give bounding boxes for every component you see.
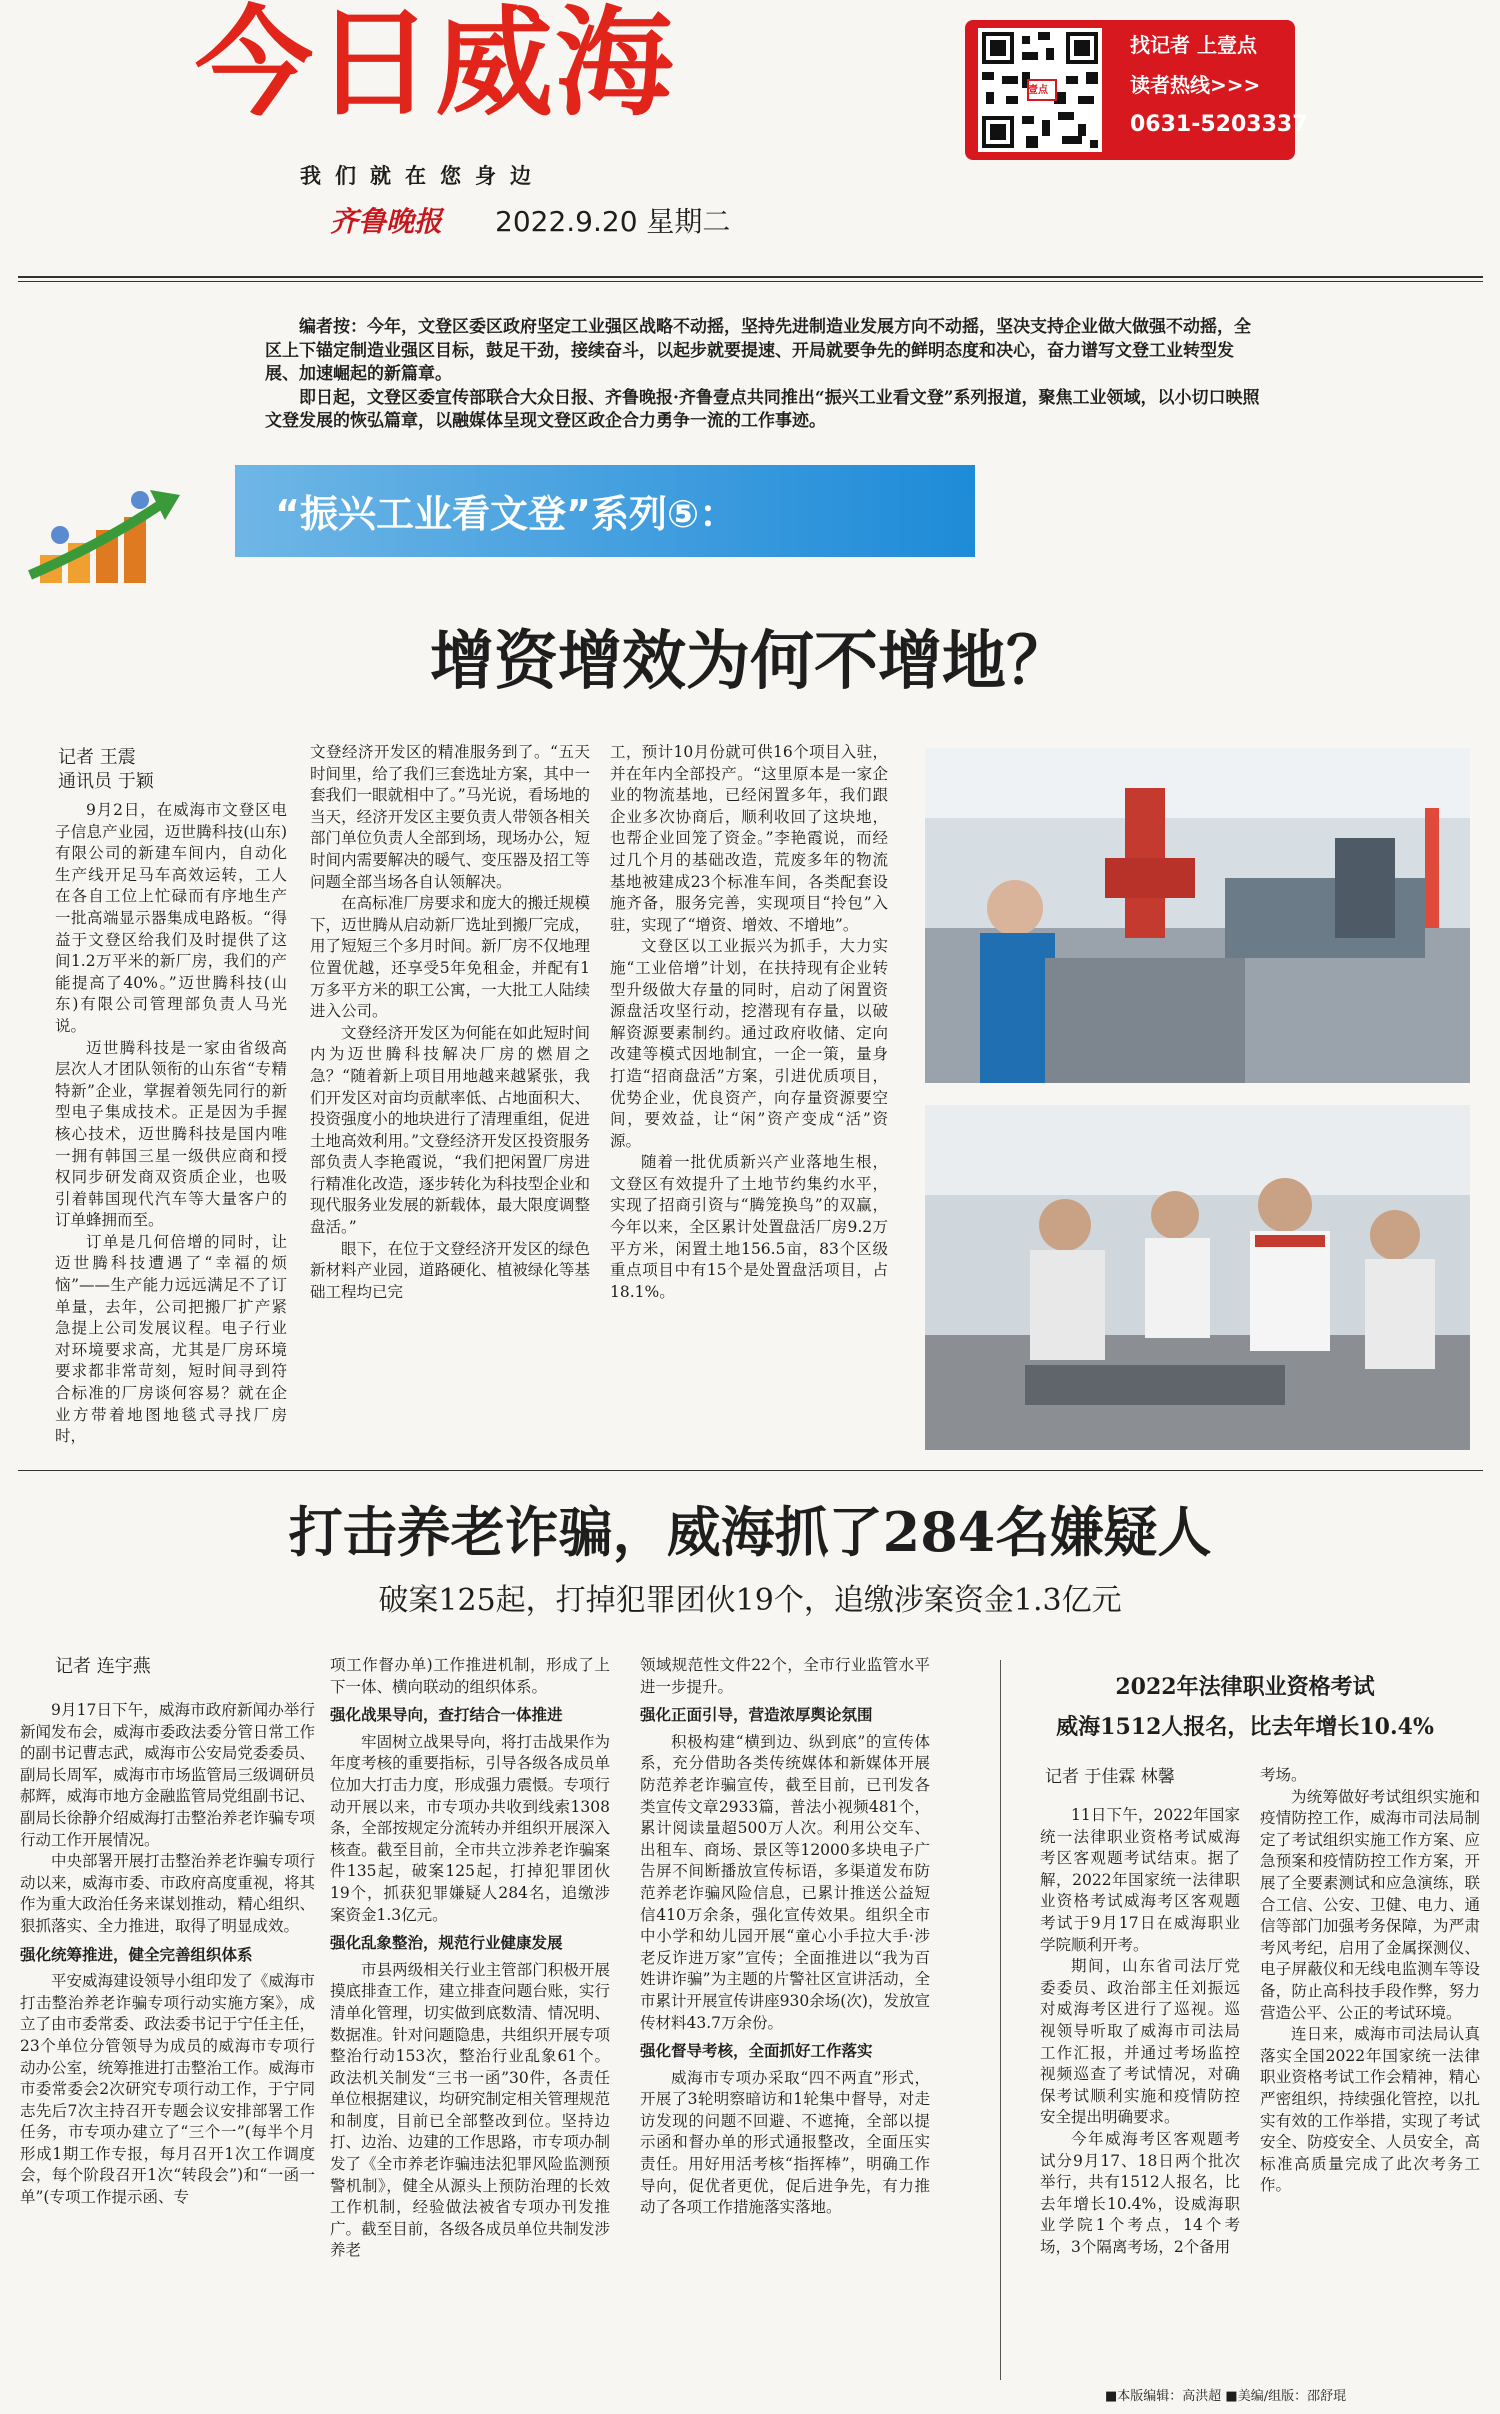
paragraph: 为统筹做好考试组织实施和疫情防控工作，威海市司法局制定了考试组织实施工作方案、应急预案和疫情防控工作方案，开展了全要素测试和应急演练，联合工信、公安、卫健、电力、通信等部门加强考务保障，为严肃考风考纪，启用了金属探测仪、电子屏蔽仪和无线电监测车等设备，防止高科技手段作弊，努力营造公平、公正的考试环境。 (1260, 1787, 1480, 2022)
issue-date: 2022.9.20 星期二 (495, 205, 731, 238)
paragraph: 威海市专项办采取“四不两直”形式，开展了3轮明察暗访和1轮集中督导，对走访发现的问题不回避、不遮掩，全部以提示函和督办单的形式通报整改，全面压实责任。用好用活考核“指挥棒”，明确工作导向，促优者更优，促后进争先，有力推动了各项工作措施落实落地。 (640, 2068, 930, 2217)
series-banner-text: “振兴工业看文登”系列⑤： (275, 492, 738, 536)
section-rule (18, 1470, 1483, 1471)
paragraph: 积极构建“横到边、纵到底”的宣传体系，充分借助各类传统媒体和新媒体开展防范养老诈骗宣传，截至目前，已刊发各类宣传文章2933篇，普法小视频481个，累计阅读量超500万人次。利用公交车、出租车、商场、景区等12000多块电子广告屏不间断播放宣传标语，多渠道发布防范养老诈骗风险信息，已累计推送公益短信410万余条，强化宣传效果。组织全市中小学和幼儿园开展“童心小手拉大手·涉老反诈进万家”宣传；全面推进以“我为百姓讲诈骗”为主题的片警社区宣讲活动，全市累计开展宣传讲座930余场(次)，发放宣传材料43.7万余份。 (640, 1732, 930, 2032)
paragraph: 文登区以工业振兴为抓手，大力实施“工业倍增”计划，在扶持现有企业转型升级做大存量的同时，启动了闲置资源盘活攻坚行动，挖潜现有存量，以破解资源要素制约。通过政府收储、定向改建等模式因地制宜，一企一策，量身打造“招商盘活”方案，引进优质项目，优势企业，优良资产，向存量资源要空间，要效益，让“闲”资产变成“活”资源。 (610, 937, 888, 1150)
story2-subhead-3: 强化乱象整治，规范行业健康发展 (330, 1933, 563, 1953)
promo-line-1: 找记者 上壹点 (1130, 33, 1257, 57)
promo-line-2: 读者热线>>> (1130, 73, 1261, 97)
story1-column-1 (55, 800, 287, 1455)
story3-column-2 (1260, 1765, 1480, 2380)
paragraph: 市县两级相关行业主管部门积极开展摸底排查工作，建立排查问题台账，实行清单化管理，切实做到底数清、情况明、数据准。针对问题隐患，共组织开展专项整治行动153次，整治行业乱象61个。政法机关制发“三书一函”30件，各责任单位根据建议，均研究制定相关管理规范和制度，目前已全部整改到位。坚持边打、边治、边建的工作思路，市专项办制发了《全市养老诈骗违法犯罪风险监测预警机制》，健全从源头上预防治理的长效工作机制，经验做法被省专项办刊发推广。截至目前，各级各成员单位共制发涉养老 (330, 1960, 610, 2260)
story2-subhead-4: 强化正面引导，营造浓厚舆论氛围 (640, 1705, 873, 1725)
header-rule-thin (18, 281, 1483, 282)
paragraph: 中央部署开展打击整治养老诈骗专项行动以来，威海市委、市政府高度重视，将其作为重大政治任务来谋划推动，精心组织、狠抓落实、全力推进，取得了明显成效。 (20, 1852, 315, 1935)
paragraph: 眼下，在位于文登经济开发区的绿色新材料产业园，道路硬化、植被绿化等基础工程均已完 (310, 1239, 590, 1301)
paragraph: 工，预计10月份就可供16个项目入驻，并在年内全部投产。“这里原本是一家企业的物流基地，已经闲置多年，我们跟企业多次协商后，顺利收回了这块地，也帮企业回笼了资金。”李艳霞说，而经过几个月的基础改造，荒废多年的物流基地被建成23个标准车间，各类配套设施齐备，服务完善，实现项目“拎包”入驻，实现了“增资、增效、不增地”。 (610, 743, 888, 934)
story2-subhead-2: 强化战果导向，查打结合一体推进 (330, 1705, 563, 1725)
paragraph: 今年威海考区客观题考试分9月17、18日两个批次举行，共有1512人报名，比去年增长10.4%，设威海职业学院1个考点，14个考场，3个隔离考场，2个备用 (1040, 2129, 1240, 2256)
qr-code (978, 28, 1102, 152)
story2-column-1 (20, 1700, 315, 2390)
story1-column-2 (310, 742, 590, 1454)
column-divider (1000, 1660, 1001, 2380)
editor-note-p2: 即日起，文登区委宣传部联合大众日报、齐鲁晚报·齐鲁壹点共同推出“振兴工业看文登”系列报道，聚焦工业领域，以小切口映照文登发展的恢弘篇章，以融媒体呈现文登区政企合力勇争一流的工作事迹。 (265, 387, 1260, 431)
editor-note-p1: 编者按：今年，文登区委区政府坚定工业强区战略不动摇，坚持先进制造业发展方向不动摇，坚决支持企业做大做强不动摇，全区上下锚定制造业强区目标，鼓足干劲，接续奋斗，以起步就要提速、开局就要争先的鲜明态度和决心，奋力谱写文登工业转型发展、加速崛起的新篇章。 (265, 317, 1251, 384)
paragraph: 平安威海建设领导小组印发了《威海市打击整治养老诈骗专项行动实施方案》，成立了由市委常委、政法委书记于宁任主任，23个单位分管领导为成员的威海市专项行动办公室，统筹推进打击整治工作。威海市市委常委会2次研究专项行动工作，于宁同志先后7次主持召开专题会议安排部署工作任务，市专项办建立了“三个一”(每半个月形成1期工作专报，每月召开1次工作调度会，每个阶段召开1次“转段会”)和“一函一单”(专项工作提示函、专 (20, 1972, 315, 2207)
story2-column-2 (330, 1655, 610, 2390)
paragraph: 期间，山东省司法厅党委委员、政治部主任刘振远对威海考区进行了巡视。巡视领导听取了威海市司法局工作汇报，并通过考场监控视频巡查了考试情况，对确保考试顺利实施和疫情防控安全提出明确要求。 (1040, 1957, 1240, 2127)
masthead-title: 今日威海 (195, 0, 676, 132)
paragraph: 文登经济开发区为何能在如此短时间内为迈世腾科技解决厂房的燃眉之急？“随着新上项目用地越来越紧张，我们开发区对亩均贡献率低、占地面积大、投资强度小的地块进行了清理重组，促进土地高效利用。”文登经济开发区投资服务部负责人李艳霞说，“我们把闲置厂房进行精准化改造，逐步转化为科技型企业和现代服务业发展的新载体，最大限度调整盘活。” (310, 1023, 590, 1237)
masthead-slogan: 我们就在您身边 (300, 164, 545, 188)
story1-reporter: 记者 王震 (58, 747, 136, 768)
paragraph: 项工作督办单)工作推进机制，形成了上下一体、横向联动的组织体系。 (330, 1656, 610, 1696)
paragraph: 文登经济开发区的精准服务到了。“五天时间里，给了我们三套选址方案，其中一套我们一眼就相中了。”马光说，看场地的当天，经济开发区主要负责人带领各相关部门单位负责人全部到场，现场办公，短时间内需要解决的暖气、变压器及招工等问题全部当场各自认领解决。 (310, 743, 590, 891)
paragraph: 连日来，威海市司法局认真落实全国2022年国家统一法律职业资格考试工作会精神，精心严密组织，持续强化管控，以扎实有效的工作举措，实现了考试安全、防疫安全、人员安全，高标准高质量完成了此次考务工作。 (1260, 2025, 1480, 2195)
paragraph: 考场。 (1260, 1766, 1307, 1784)
paragraph: 9月17日下午，威海市政府新闻办举行新闻发布会，威海市委政法委分管日常工作的副书记曹志武，威海市公安局党委委员、副局长周军，威海市市场监管局三级调研员郝辉，威海市地方金融监管局党组副书记、副局长徐静介绍威海打击整治养老诈骗专项行动工作开展情况。 (20, 1701, 315, 1849)
factory-robot-photo (925, 748, 1470, 1083)
story2-subhead-5: 强化督导考核，全面抓好工作落实 (640, 2041, 873, 2061)
header-rule (18, 276, 1483, 278)
story3-byline: 记者 于佳霖 林馨 (1045, 1767, 1175, 1787)
story3-headline: 威海1512人报名，比去年增长10.4% (1056, 1714, 1434, 1740)
paragraph: 迈世腾科技是一家由省级高层次人才团队领衔的山东省“专精特新”企业，掌握着领先同行的新型电子集成技术。正是因为手握核心技术，迈世腾科技是国内唯一拥有韩国三星一级供应商和授权同步研发商双资质企业，也吸引着韩国现代汽车等大量客户的订单蜂拥而至。 (55, 1038, 287, 1230)
story1-byline (58, 746, 154, 794)
story1-correspondent: 通讯员 于颖 (58, 771, 154, 792)
page-credits: ■本版编辑：高洪超 ■美编/组版：邵舒琨 (1105, 2389, 1347, 2404)
promo-hotline: 0631-5203337 (1130, 112, 1308, 137)
story2-subhead: 破案125起，打掉犯罪团伙19个，追缴涉案资金1.3亿元 (378, 1583, 1122, 1618)
story1-column-3 (610, 742, 888, 1454)
story2-byline: 记者 连宇燕 (55, 1656, 151, 1677)
story1-headline: 增资增效为何不增地？ (430, 624, 1070, 699)
workers-inspection-photo (925, 1105, 1470, 1450)
paper-name: 齐鲁晚报 (330, 205, 443, 238)
paragraph: 随着一批优质新兴产业落地生根，文登区有效提升了土地节约集约水平，实现了招商引资与“腾笼换鸟”的双赢，今年以来，全区累计处置盘活厂房9.2万平方米，闲置土地156.5亩，83个区级重点项目中有15个是处置盘活项目，占18.1%。 (610, 1153, 888, 1301)
editor-note (265, 316, 1265, 434)
paragraph: 订单是几何倍增的同时，让迈世腾科技遭遇了“幸福的烦恼”——生产能力远远满足不了订单量，去年，公司把搬厂扩产紧急提上公司发展议程。电子行业对环境要求高，尤其是厂房环境要求都非常苛刻，短时间寻到符合标准的厂房谈何容易？就在企业方带着地图地毯式寻找厂房时， (55, 1232, 287, 1446)
story2-column-3 (640, 1655, 930, 2390)
qr-label: 壹点 (1028, 85, 1048, 96)
paragraph: 牢固树立战果导向，将打击战果作为年度考核的重要指标，引导各级各成员单位加大打击力度，形成强力震慑。专项行动开展以来，市专项办共收到线索1308条，全部按规定分流转办并组织开展深入核查。截至目前，全市共立涉养老诈骗案件135起，破案125起，打掉犯罪团伙19个，抓获犯罪嫌疑人284名，追缴涉案资金1.3亿元。 (330, 1732, 610, 1924)
promo-text (1130, 25, 1308, 145)
growth-arrow-icon (20, 475, 230, 590)
story3-kicker: 2022年法律职业资格考试 (1115, 1674, 1375, 1700)
story3-column-1 (1040, 1805, 1240, 2380)
paragraph: 领域规范性文件22个，全市行业监管水平进一步提升。 (640, 1656, 930, 1696)
story2-headline: 打击养老诈骗，威海抓了284名嫌疑人 (288, 1500, 1212, 1564)
paragraph: 9月2日，在威海市文登区电子信息产业园，迈世腾科技(山东)有限公司的新建车间内，自动化生产线开足马车高效运转，工人在各自工位上忙碌而有序地生产一批高端显示器集成电路板。“得益于文登区给我们及时提供了这间1.2万平米的新厂房，我们的产能提高了40%。”迈世腾科技(山东)有限公司管理部负责人马光说。 (55, 801, 287, 1035)
paragraph: 在高标准厂房要求和庞大的搬迁规模下，迈世腾从启动新厂选址到搬厂完成，用了短短三个多月时间。新厂房不仅地理位置优越，还享受5年免租金，并配有1万多平方米的职工公寓，一大批工人陆续进入公司。 (310, 894, 590, 1021)
paragraph: 11日下午，2022年国家统一法律职业资格考试威海考区客观题考试结束。据了解，2022年国家统一法律职业资格考试威海考区客观题考试于9月17日在威海职业学院顺利开考。 (1040, 1806, 1240, 1954)
story2-subhead-1: 强化统筹推进，健全完善组织体系 (20, 1944, 253, 1964)
